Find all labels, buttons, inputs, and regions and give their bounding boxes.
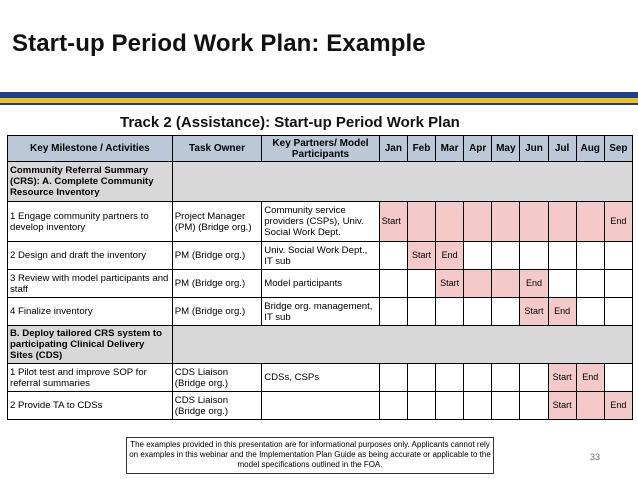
gantt-cell <box>464 298 492 326</box>
gantt-cell <box>464 202 492 242</box>
gantt-cell <box>520 364 548 392</box>
section-b-fill <box>172 326 632 364</box>
activity-cell: 2 Provide TA to CDSs <box>8 392 173 420</box>
gantt-cell <box>604 270 632 298</box>
slide-title: Start-up Period Work Plan: Example <box>12 30 426 57</box>
gantt-cell <box>407 202 435 242</box>
partners-cell: Univ. Social Work Dept., IT sub <box>262 242 380 270</box>
section-row-b <box>8 326 633 364</box>
header-month-jun: Jun <box>520 136 548 162</box>
activity-cell: 3 Review with model participants and staff <box>8 270 173 298</box>
gantt-cell <box>604 364 632 392</box>
gantt-cell <box>436 392 464 420</box>
disclaimer-box: The examples provided in this presentation are for informational purposes only. Applicants cannot rely on examples in this webinar and the Implementation Plan Guide as being accurate or applicable to the model specifications outlined in the FOA. <box>126 437 494 474</box>
gantt-cell <box>492 392 520 420</box>
section-a-fill <box>172 162 632 202</box>
gantt-cell <box>604 298 632 326</box>
gantt-cell <box>379 242 407 270</box>
gantt-end: End <box>604 392 632 420</box>
gantt-cell <box>492 202 520 242</box>
page-number: 33 <box>590 452 601 462</box>
header-month-mar: Mar <box>436 136 464 162</box>
header-month-apr: Apr <box>464 136 492 162</box>
gantt-cell <box>492 364 520 392</box>
owner-cell: CDS Liaison (Bridge org.) <box>172 364 261 392</box>
gantt-start: Start <box>379 202 407 242</box>
gantt-cell <box>548 242 576 270</box>
gantt-start: Start <box>407 242 435 270</box>
gantt-start: Start <box>436 270 464 298</box>
gantt-cell <box>492 242 520 270</box>
gantt-end: End <box>604 202 632 242</box>
gantt-cell <box>520 242 548 270</box>
owner-cell: PM (Bridge org.) <box>172 242 261 270</box>
table-header-row <box>8 136 633 162</box>
gantt-cell <box>464 392 492 420</box>
activity-cell: 1 Engage community partners to develop inventory <box>8 202 173 242</box>
gantt-end: End <box>436 242 464 270</box>
table-row <box>8 298 633 326</box>
activity-cell: 4 Finalize inventory <box>8 298 173 326</box>
gantt-cell <box>407 364 435 392</box>
gantt-start: Start <box>548 392 576 420</box>
gantt-cell <box>520 392 548 420</box>
table-row <box>8 270 633 298</box>
gantt-cell <box>407 298 435 326</box>
gantt-cell <box>436 298 464 326</box>
partners-cell: Bridge org. management, IT sub <box>262 298 380 326</box>
gantt-cell <box>604 242 632 270</box>
activity-cell: 1 Pilot test and improve SOP for referral summaries <box>8 364 173 392</box>
gantt-cell <box>379 364 407 392</box>
gantt-cell <box>379 392 407 420</box>
header-month-feb: Feb <box>407 136 435 162</box>
gantt-end: End <box>520 270 548 298</box>
partners-cell: Community service providers (CSPs), Univ. Social Work Dept. <box>262 202 380 242</box>
table-row <box>8 392 633 420</box>
table-row <box>8 242 633 270</box>
gantt-cell <box>520 202 548 242</box>
header-month-sep: Sep <box>604 136 632 162</box>
gantt-start: Start <box>520 298 548 326</box>
header-month-jul: Jul <box>548 136 576 162</box>
gantt-cell <box>576 242 604 270</box>
gantt-end: End <box>576 364 604 392</box>
section-b-label: B. Deploy tailored CRS system to participating Clinical Delivery Sites (CDS) <box>8 326 173 364</box>
gantt-cell <box>576 392 604 420</box>
owner-cell: Project Manager (PM) (Bridge org.) <box>172 202 261 242</box>
gantt-cell <box>548 270 576 298</box>
gantt-cell <box>576 270 604 298</box>
gantt-cell <box>379 270 407 298</box>
gantt-cell <box>492 298 520 326</box>
work-plan-table <box>7 135 633 420</box>
partners-cell: CDSs, CSPs <box>262 364 380 392</box>
table-row <box>8 202 633 242</box>
partners-cell <box>262 392 380 420</box>
header-milestone: Key Milestone / Activities <box>8 136 173 162</box>
slide-subtitle: Track 2 (Assistance): Start-up Period Work Plan <box>120 114 460 131</box>
gantt-cell <box>576 202 604 242</box>
gantt-cell <box>492 270 520 298</box>
header-month-jan: Jan <box>379 136 407 162</box>
gantt-cell <box>548 202 576 242</box>
gantt-end: End <box>548 298 576 326</box>
gantt-cell <box>379 298 407 326</box>
header-month-may: May <box>492 136 520 162</box>
header-month-aug: Aug <box>576 136 604 162</box>
partners-cell: Model participants <box>262 270 380 298</box>
gantt-cell <box>436 364 464 392</box>
activity-cell: 2 Design and draft the inventory <box>8 242 173 270</box>
gantt-cell <box>464 364 492 392</box>
section-row-a <box>8 162 633 202</box>
gantt-cell <box>576 298 604 326</box>
gantt-start: Start <box>548 364 576 392</box>
header-partners: Key Partners/ Model Participants <box>262 136 380 162</box>
header-band-blue-lower <box>0 103 638 105</box>
gantt-cell <box>464 270 492 298</box>
gantt-cell <box>407 270 435 298</box>
gantt-cell <box>464 242 492 270</box>
owner-cell: CDS Liaison (Bridge org.) <box>172 392 261 420</box>
gantt-cell <box>436 202 464 242</box>
table-row <box>8 364 633 392</box>
owner-cell: PM (Bridge org.) <box>172 298 261 326</box>
gantt-cell <box>407 392 435 420</box>
owner-cell: PM (Bridge org.) <box>172 270 261 298</box>
header-owner: Task Owner <box>172 136 261 162</box>
section-a-label: Community Referral Summary (CRS): A. Complete Community Resource Inventory <box>8 162 173 202</box>
